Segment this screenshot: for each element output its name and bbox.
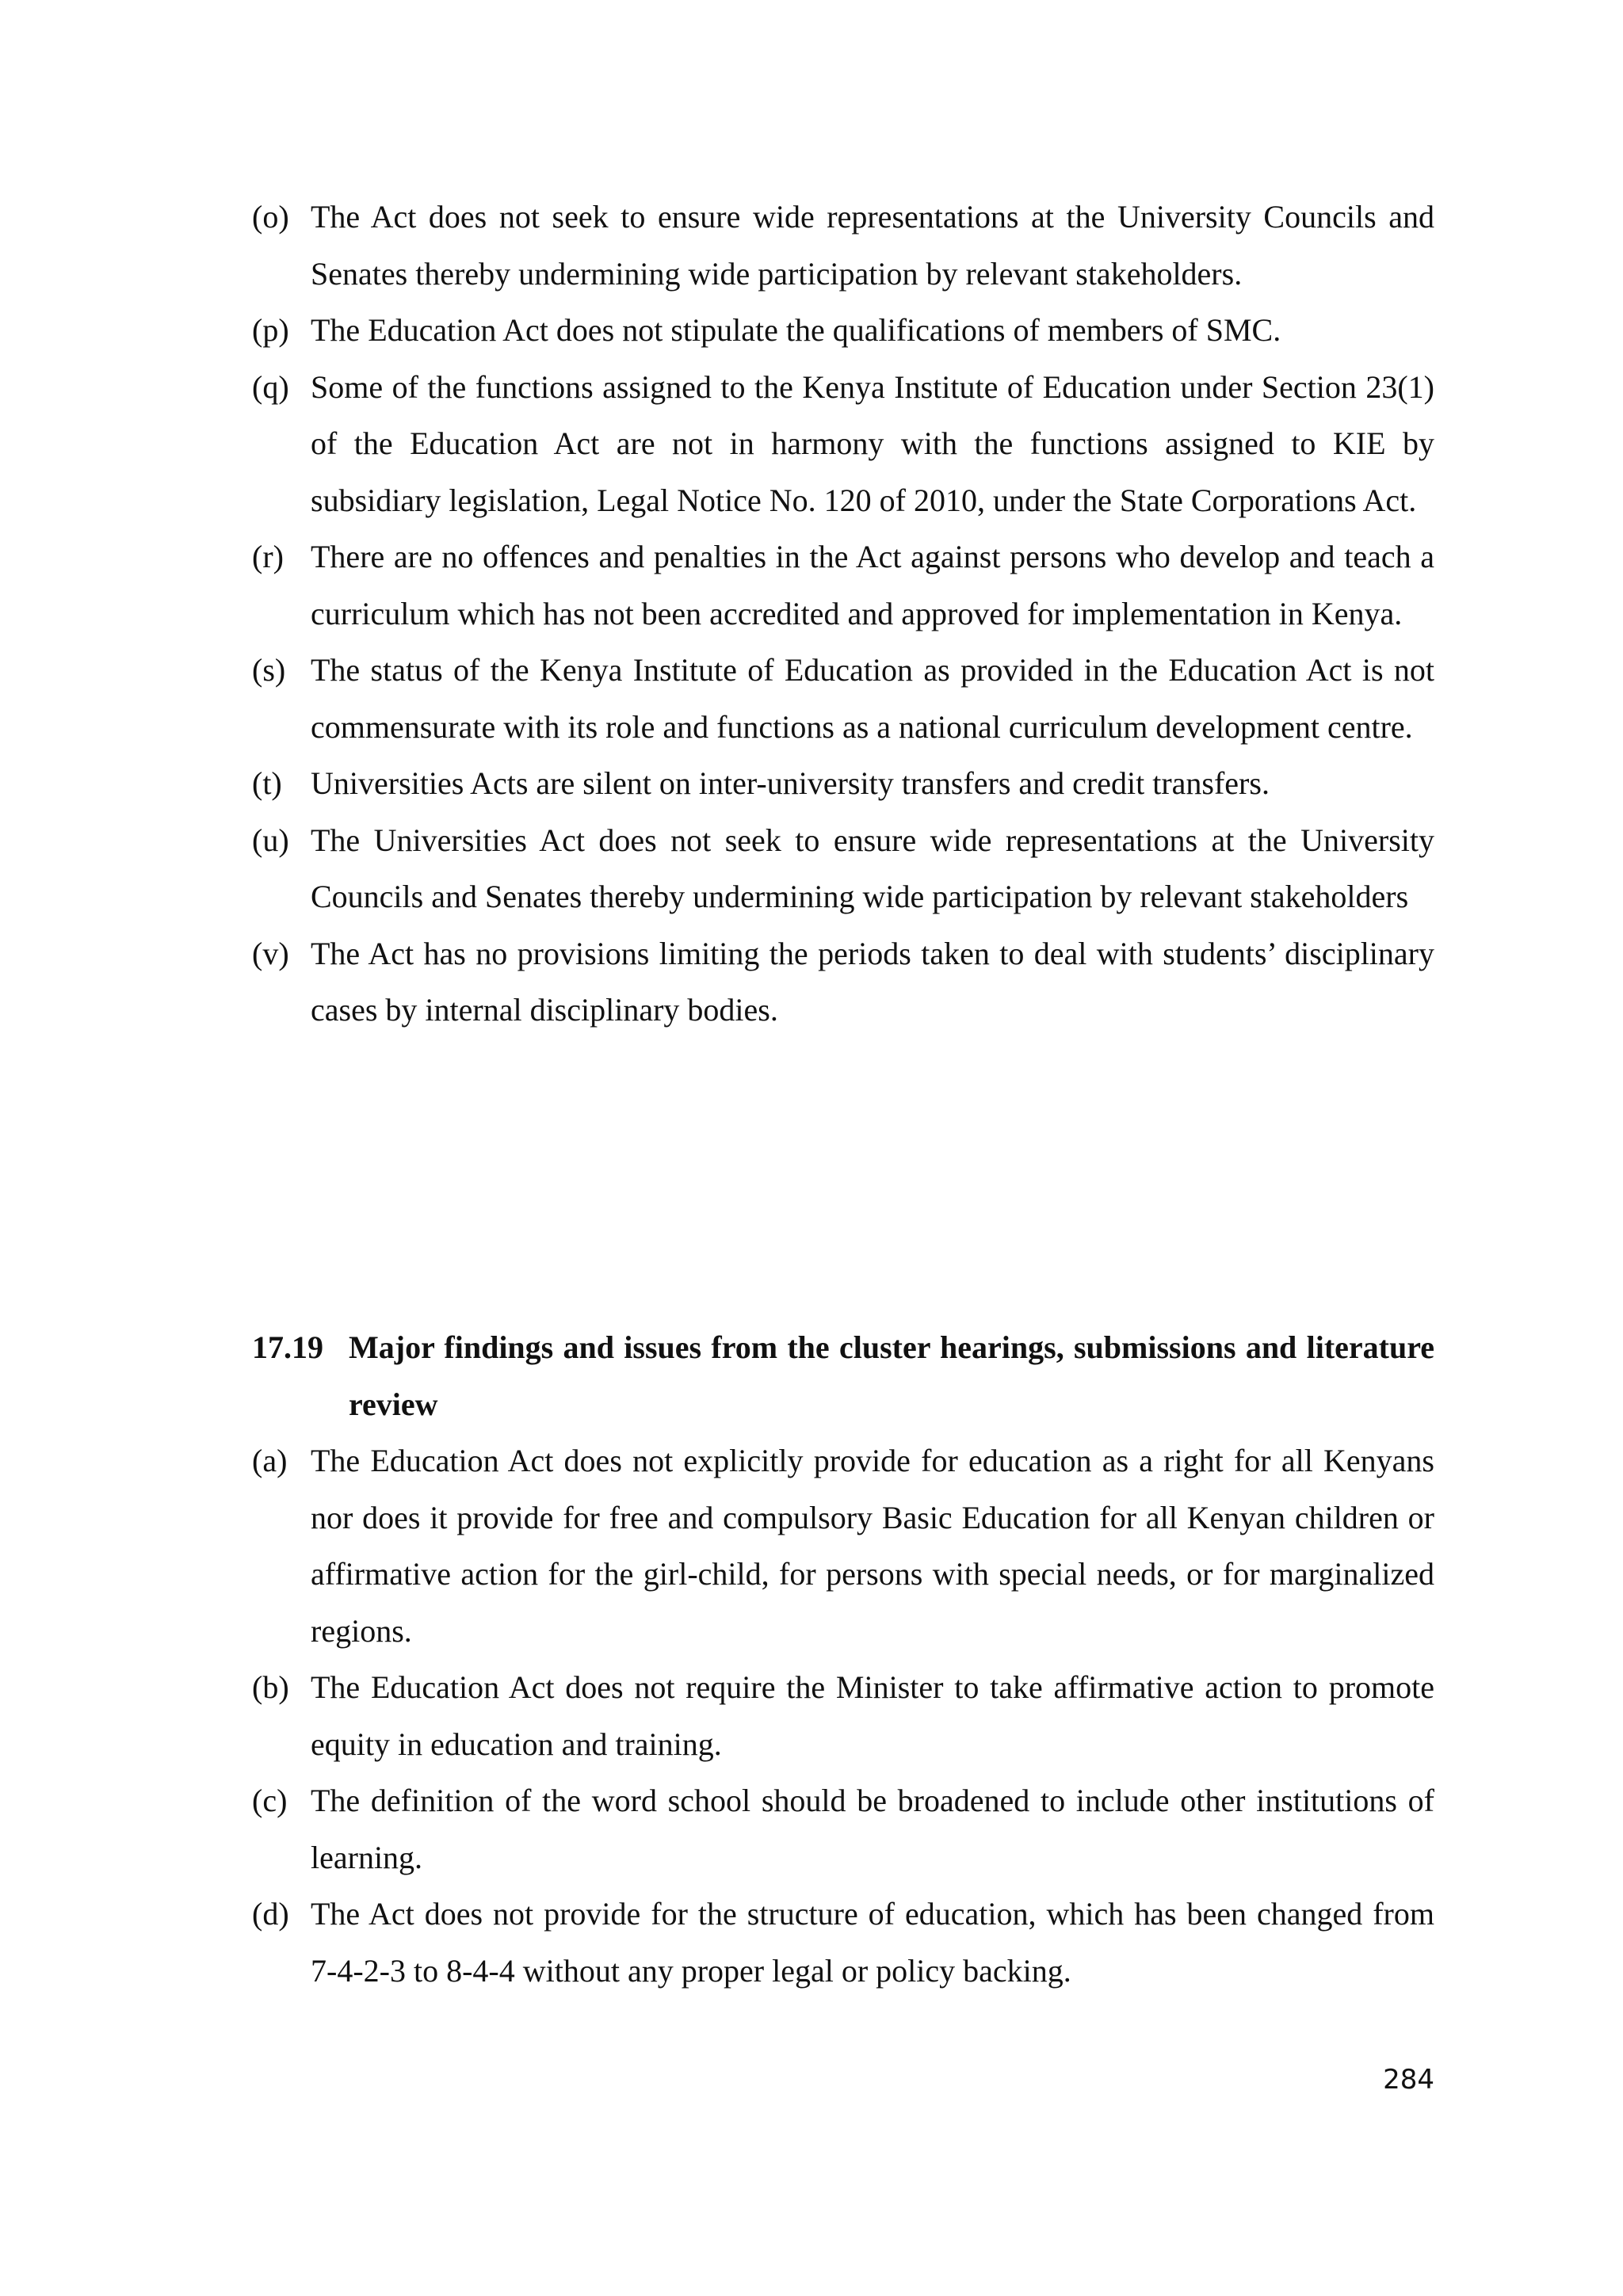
list-item <box>252 642 1434 755</box>
list-item-text: Some of the functions assigned to the Kenya Institute of Education under Section 23(1) of the Education Act are not in harmony with the functions assigned to KIE by subsidiary legislation, Legal Notice No. 120 of 2010, under the State Corporations Act. <box>311 368 1434 518</box>
list-item-text: The status of the Kenya Institute of Education as provided in the Education Act is not commensurate with its role and functions as a national curriculum development centre. <box>311 652 1434 745</box>
list-item <box>252 1772 1434 1886</box>
findings-list-continued <box>252 189 1434 1039</box>
section-heading <box>252 1319 1434 1432</box>
list-marker: (d) <box>252 1896 289 1932</box>
list-item-text: The Education Act does not stipulate the qualifications of members of SMC. <box>311 312 1281 348</box>
section-title: Major findings and issues from the cluster hearings, submissions and literature review <box>349 1329 1434 1422</box>
list-marker: (v) <box>252 935 289 971</box>
list-item <box>252 925 1434 1039</box>
list-marker: (b) <box>252 1669 289 1705</box>
list-item-text: The Universities Act does not seek to ensure wide representations at the University Councils and Senates thereby undermining wide participation by relevant stakeholders <box>311 822 1434 914</box>
list-item <box>252 189 1434 302</box>
list-marker: (s) <box>252 652 286 688</box>
list-item <box>252 1886 1434 1999</box>
major-findings-list <box>252 1432 1434 1999</box>
list-marker: (a) <box>252 1443 288 1478</box>
list-marker: (t) <box>252 765 282 801</box>
list-marker: (r) <box>252 539 284 574</box>
section-number: 17.19 <box>252 1329 323 1365</box>
list-item-text: The Education Act does not explicitly provide for education as a right for all Kenyans nor does it provide for free and compulsory Basic Education for all Kenyan children or affirmative action for the girl-child, for persons with special needs, or for marginalized regions. <box>311 1443 1434 1649</box>
list-item <box>252 812 1434 925</box>
list-marker: (q) <box>252 368 289 405</box>
list-item-text: The Education Act does not require the Minister to take affirmative action to promote equity in education and training. <box>311 1669 1434 1762</box>
list-marker: (c) <box>252 1783 288 1818</box>
list-marker: (p) <box>252 312 289 348</box>
list-item-text: Universities Acts are silent on inter-university transfers and credit transfers. <box>311 765 1270 801</box>
list-item <box>252 359 1434 529</box>
list-item <box>252 1659 1434 1772</box>
list-item-text: The definition of the word school should be broadened to include other institutions of learning. <box>311 1783 1434 1875</box>
list-item <box>252 1432 1434 1659</box>
page-number: 284 <box>1383 2064 1434 2096</box>
list-marker: (o) <box>252 199 289 235</box>
list-item-text: The Act does not seek to ensure wide representations at the University Councils and Senates thereby undermining wide participation by relevant stakeholders. <box>311 199 1434 292</box>
list-item <box>252 302 1434 359</box>
list-marker: (u) <box>252 822 289 858</box>
list-item-text: The Act does not provide for the structure of education, which has been changed from 7-4-2-3 to 8-4-4 without any proper legal or policy backing. <box>311 1896 1434 1989</box>
list-item-text: There are no offences and penalties in the Act against persons who develop and teach a curriculum which has not been accredited and approved for implementation in Kenya. <box>311 539 1434 631</box>
list-item <box>252 755 1434 812</box>
list-item-text: The Act has no provisions limiting the periods taken to deal with students’ disciplinary cases by internal disciplinary bodies. <box>311 935 1434 1028</box>
list-item <box>252 528 1434 642</box>
